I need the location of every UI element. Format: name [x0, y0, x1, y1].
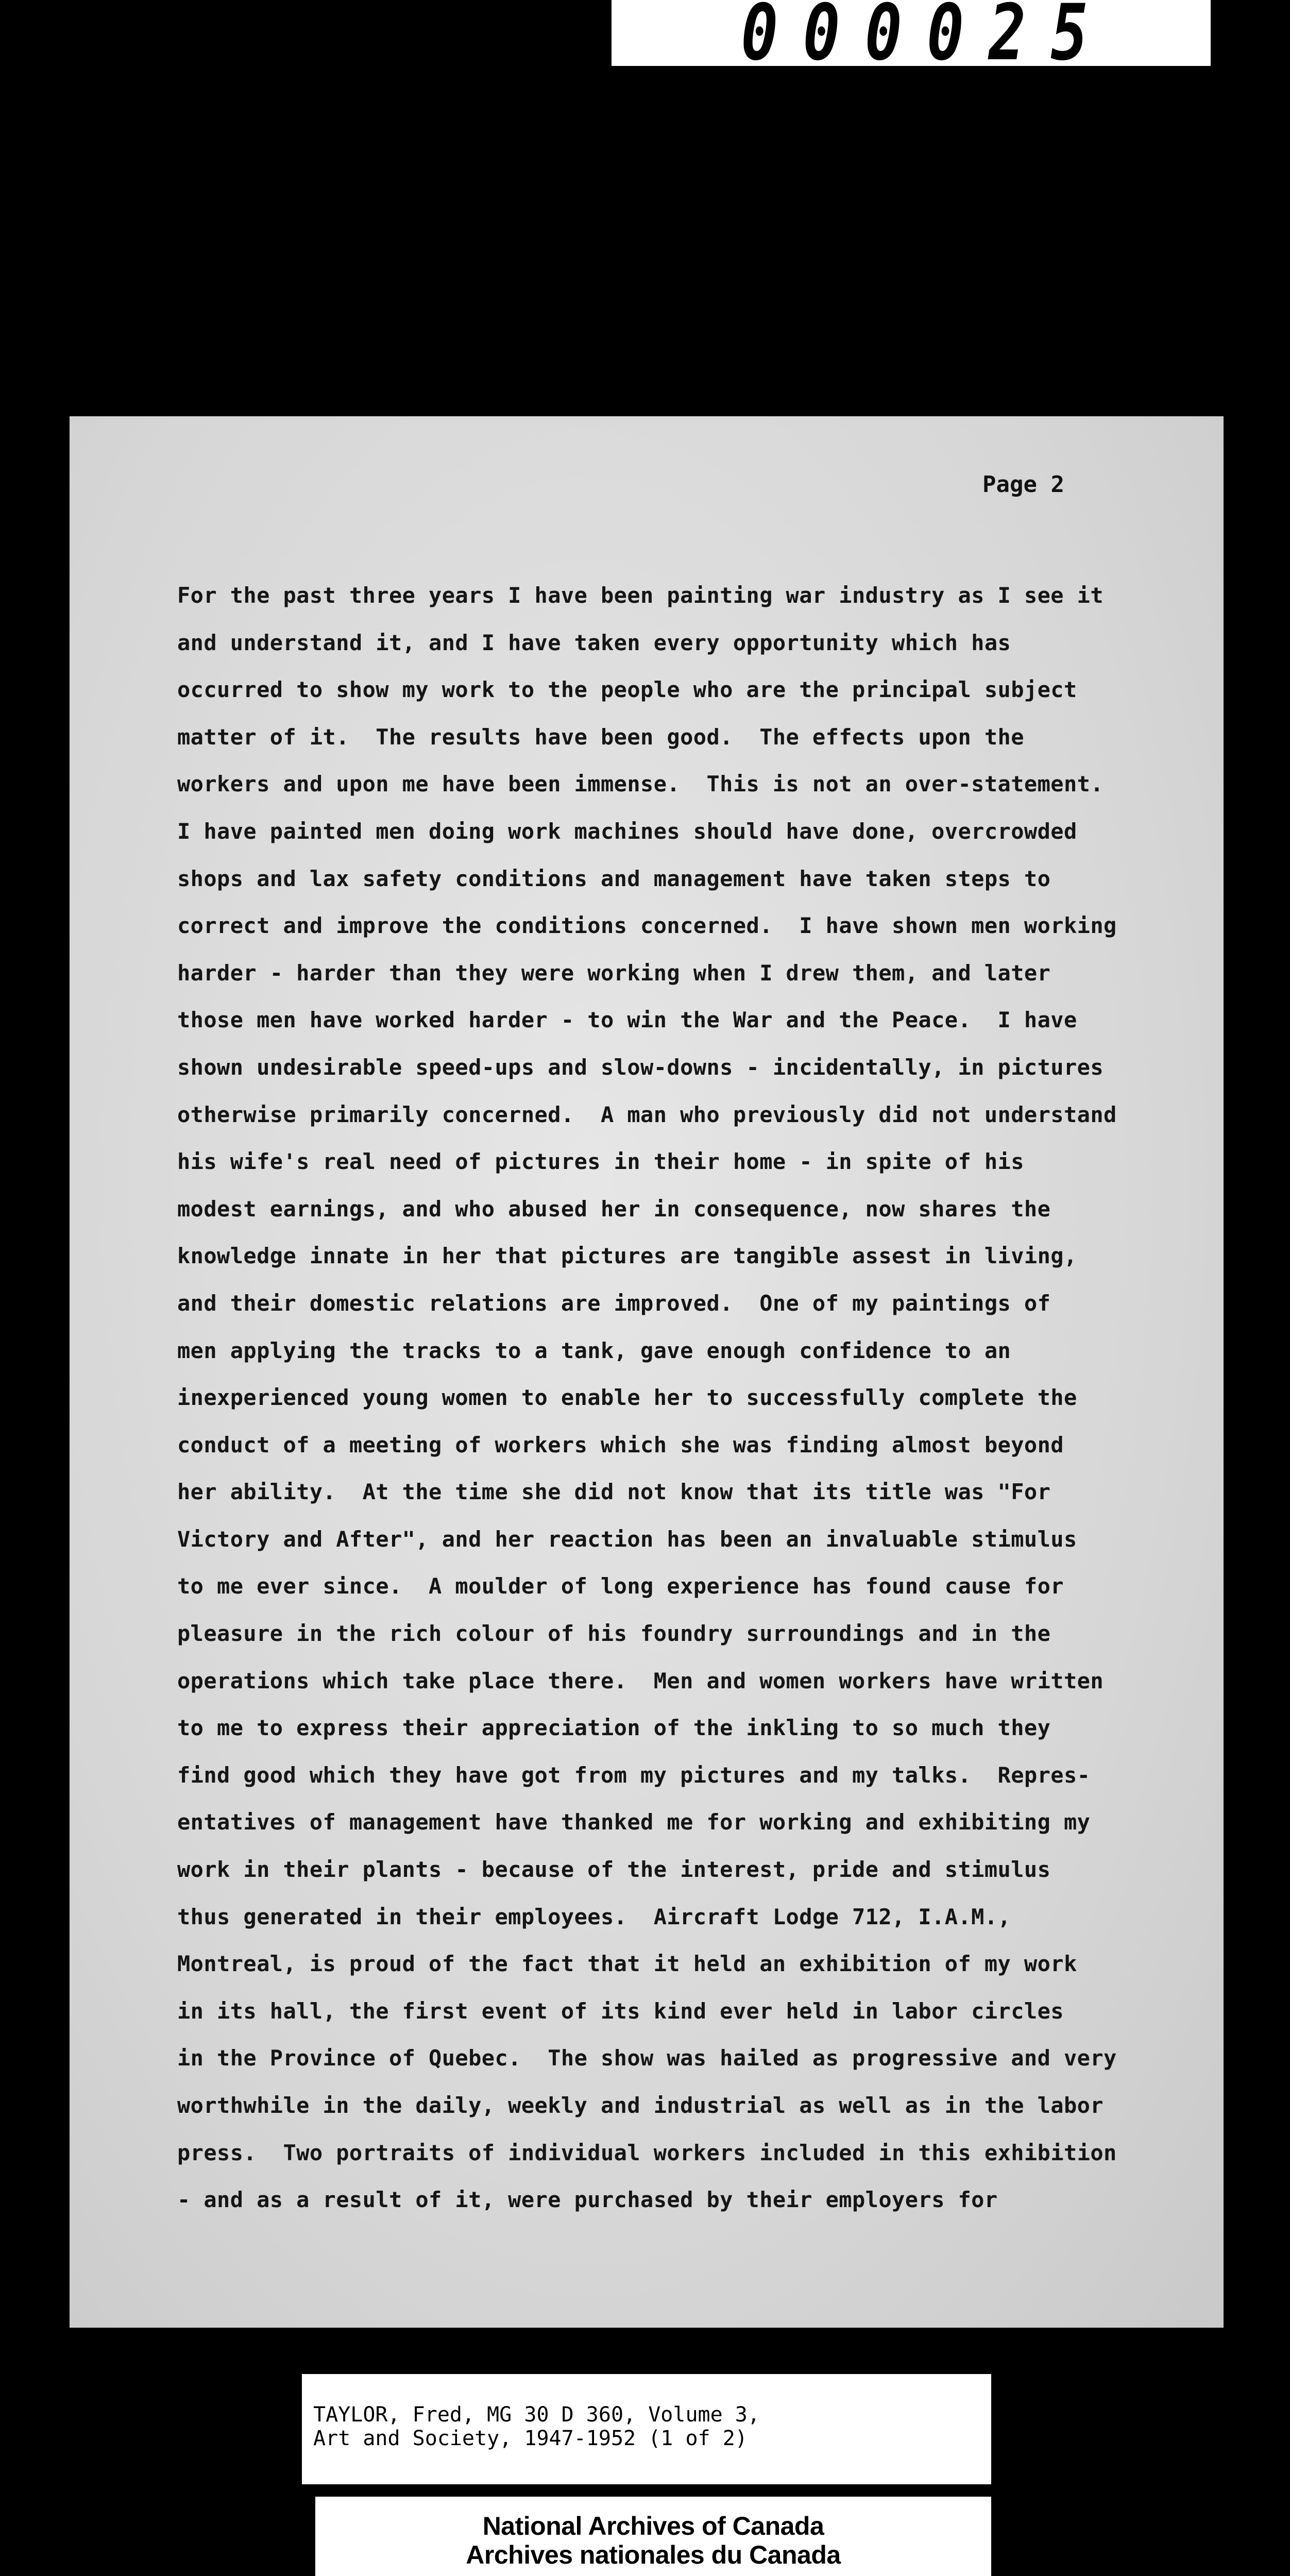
body-text-line: - and as a result of it, were purchased by their employers for [177, 2187, 998, 2213]
source-citation-line-1: TAYLOR, Fred, MG 30 D 360, Volume 3, [313, 2403, 760, 2427]
source-citation-label [302, 2374, 991, 2484]
body-text-line: shops and lax safety conditions and management have taken steps to [177, 866, 1051, 891]
document-body [177, 572, 1202, 2224]
body-text-line: Victory and After", and her reaction has been an invaluable stimulus [177, 1526, 1077, 1552]
body-text-line: correct and improve the conditions concerned. I have shown men working [177, 913, 1117, 939]
body-text-line: in the Province of Quebec. The show was hailed as progressive and very [177, 2045, 1117, 2071]
body-text-line: conduct of a meeting of workers which she was finding almost beyond [177, 1432, 1064, 1458]
body-text-line: harder - harder than they were working when I drew them, and later [177, 960, 1051, 986]
body-text-line: to me ever since. A moulder of long experience has found cause for [177, 1573, 1064, 1599]
body-text-line: in its hall, the first event of its kind ever held in labor circles [177, 1998, 1064, 2024]
body-text-line: modest earnings, and who abused her in consequence, now shares the [177, 1196, 1051, 1222]
body-text-line: operations which take place there. Men and women workers have written [177, 1668, 1104, 1693]
body-text-line: shown undesirable speed-ups and slow-downs - incidentally, in pictures [177, 1054, 1104, 1080]
body-text-line: workers and upon me have been immense. This is not an over-statement. [177, 771, 1104, 797]
body-text-line: to me to express their appreciation of the inkling to so much they [177, 1715, 1051, 1741]
page-number: Page 2 [982, 471, 1064, 498]
body-text-line: occurred to show my work to the people who are the principal subject [177, 677, 1077, 703]
body-text-line: work in their plants - because of the interest, pride and stimulus [177, 1857, 1051, 1883]
body-text-line: matter of it. The results have been good. The effects upon the [177, 724, 1024, 750]
archives-name-english: National Archives of Canada [482, 2512, 824, 2540]
body-text-line: press. Two portraits of individual workers included in this exhibition [177, 2140, 1117, 2165]
body-text-line: those men have worked harder - to win the War and the Peace. I have [177, 1007, 1077, 1033]
body-text-line: his wife's real need of pictures in their home - in spite of his [177, 1149, 1024, 1175]
archives-name-french: Archives nationales du Canada [466, 2540, 841, 2569]
source-citation-line-2: Art and Society, 1947-1952 (1 of 2) [313, 2427, 748, 2450]
body-text-line: otherwise primarily concerned. A man who previously did not understand [177, 1101, 1117, 1127]
body-text-line: I have painted men doing work machines should have done, overcrowded [177, 818, 1077, 844]
archives-label [315, 2497, 991, 2576]
frame-number-label [612, 0, 1211, 78]
body-text-line: entatives of management have thanked me for working and exhibiting my [177, 1809, 1091, 1835]
body-text-line: knowledge innate in her that pictures are tangible assest in living, [177, 1243, 1077, 1269]
body-text-line: her ability. At the time she did not know that its title was "For [177, 1479, 1051, 1505]
body-text-line: pleasure in the rich colour of his foundry surroundings and in the [177, 1621, 1051, 1647]
body-text-line: and their domestic relations are improved. One of my paintings of [177, 1290, 1051, 1316]
frame-number: 000025 [740, 0, 1113, 78]
body-text-line: thus generated in their employees. Aircraft Lodge 712, I.A.M., [177, 1904, 1011, 1929]
body-text-line: Montreal, is proud of the fact that it held an exhibition of my work [177, 1951, 1077, 1977]
body-text-line: inexperienced young women to enable her to successfully complete the [177, 1385, 1077, 1411]
body-text-line: worthwhile in the daily, weekly and industrial as well as in the labor [177, 2093, 1104, 2118]
body-text-line: find good which they have got from my pictures and my talks. Repres- [177, 1762, 1091, 1788]
body-text-line: For the past three years I have been painting war industry as I see it [177, 583, 1104, 608]
body-text-line: and understand it, and I have taken every opportunity which has [177, 630, 1011, 655]
document-page [70, 416, 1224, 2328]
body-text-line: men applying the tracks to a tank, gave enough confidence to an [177, 1337, 1011, 1363]
